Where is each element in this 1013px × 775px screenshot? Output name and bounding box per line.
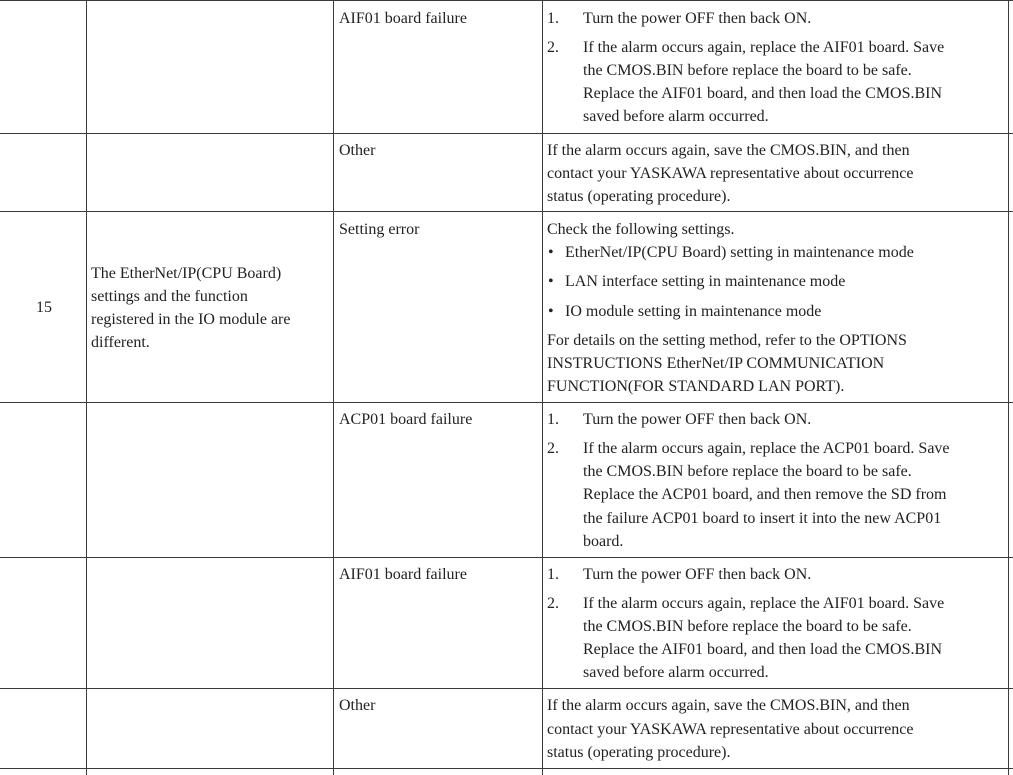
step-number: 1. (547, 411, 559, 428)
bullet-marker: • (548, 273, 554, 290)
step-text: the CMOS.BIN before replace the board to be safe. (583, 618, 912, 635)
step-text: Turn the power OFF then back ON. (583, 411, 812, 428)
column-divider (86, 0, 87, 775)
cause-cell: Other (339, 142, 376, 159)
remedy-text: FUNCTION(FOR STANDARD LAN PORT). (547, 378, 845, 395)
step-text: Replace the ACP01 board, and then remove the SD from (583, 486, 947, 503)
cause-cell: Other (339, 697, 376, 714)
alarm-message: The EtherNet/IP(CPU Board) (91, 265, 282, 282)
cause-cell: AIF01 board failure (339, 566, 467, 583)
row-divider (0, 768, 1013, 769)
remedy-text: INSTRUCTIONS EtherNet/IP COMMUNICATION (547, 355, 885, 372)
step-number: 1. (547, 566, 559, 583)
step-text: the CMOS.BIN before replace the board to be safe. (583, 62, 912, 79)
bullet-text: LAN interface setting in maintenance mode (565, 273, 846, 290)
remedy-text: contact your YASKAWA representative about occurrence (547, 165, 914, 182)
step-text: If the alarm occurs again, replace the ACP01 board. Save (583, 440, 950, 457)
step-text: board. (583, 533, 624, 550)
step-text: saved before alarm occurred. (583, 108, 769, 125)
remedy-text: If the alarm occurs again, save the CMOS.BIN, and then (547, 142, 910, 159)
row-divider (0, 211, 1013, 212)
cause-cell: Setting error (339, 221, 420, 238)
row-divider (0, 0, 1013, 1)
step-text: If the alarm occurs again, replace the AIF01 board. Save (583, 595, 945, 612)
step-text: the failure ACP01 board to insert it into the new ACP01 (583, 510, 942, 527)
row-divider (0, 133, 1013, 134)
alarm-message: registered in the IO module are (91, 311, 291, 328)
alarm-message: settings and the function (91, 288, 248, 305)
remedy-intro: Check the following settings. (547, 221, 735, 238)
column-divider (333, 0, 334, 775)
bullet-marker: • (548, 303, 554, 320)
remedy-text: status (operating procedure). (547, 188, 731, 205)
cause-cell: AIF01 board failure (339, 10, 467, 27)
remedy-text: contact your YASKAWA representative about occurrence (547, 721, 914, 738)
alarm-message: different. (91, 334, 150, 351)
step-text: saved before alarm occurred. (583, 664, 769, 681)
step-text: Turn the power OFF then back ON. (583, 10, 812, 27)
remedy-text: If the alarm occurs again, save the CMOS.BIN, and then (547, 697, 910, 714)
bullet-text: IO module setting in maintenance mode (565, 303, 822, 320)
step-number: 2. (547, 440, 559, 457)
remedy-text: status (operating procedure). (547, 744, 731, 761)
step-text: Replace the AIF01 board, and then load the CMOS.BIN (583, 85, 943, 102)
step-number: 2. (547, 595, 559, 612)
bullet-marker: • (548, 244, 554, 261)
column-divider (1008, 0, 1009, 775)
remedy-text: For details on the setting method, refer to the OPTIONS (547, 332, 907, 349)
step-text: If the alarm occurs again, replace the AIF01 board. Save (583, 39, 945, 56)
step-number: 1. (547, 10, 559, 27)
step-text: Turn the power OFF then back ON. (583, 566, 812, 583)
bullet-text: EtherNet/IP(CPU Board) setting in maintenance mode (565, 244, 914, 261)
step-text: the CMOS.BIN before replace the board to be safe. (583, 463, 912, 480)
cause-cell: ACP01 board failure (339, 411, 473, 428)
row-divider (0, 557, 1013, 558)
alarm-number: 15 (36, 299, 52, 316)
row-divider (0, 402, 1013, 403)
step-text: Replace the AIF01 board, and then load the CMOS.BIN (583, 641, 943, 658)
step-number: 2. (547, 39, 559, 56)
column-divider (542, 0, 543, 775)
row-divider (0, 688, 1013, 689)
